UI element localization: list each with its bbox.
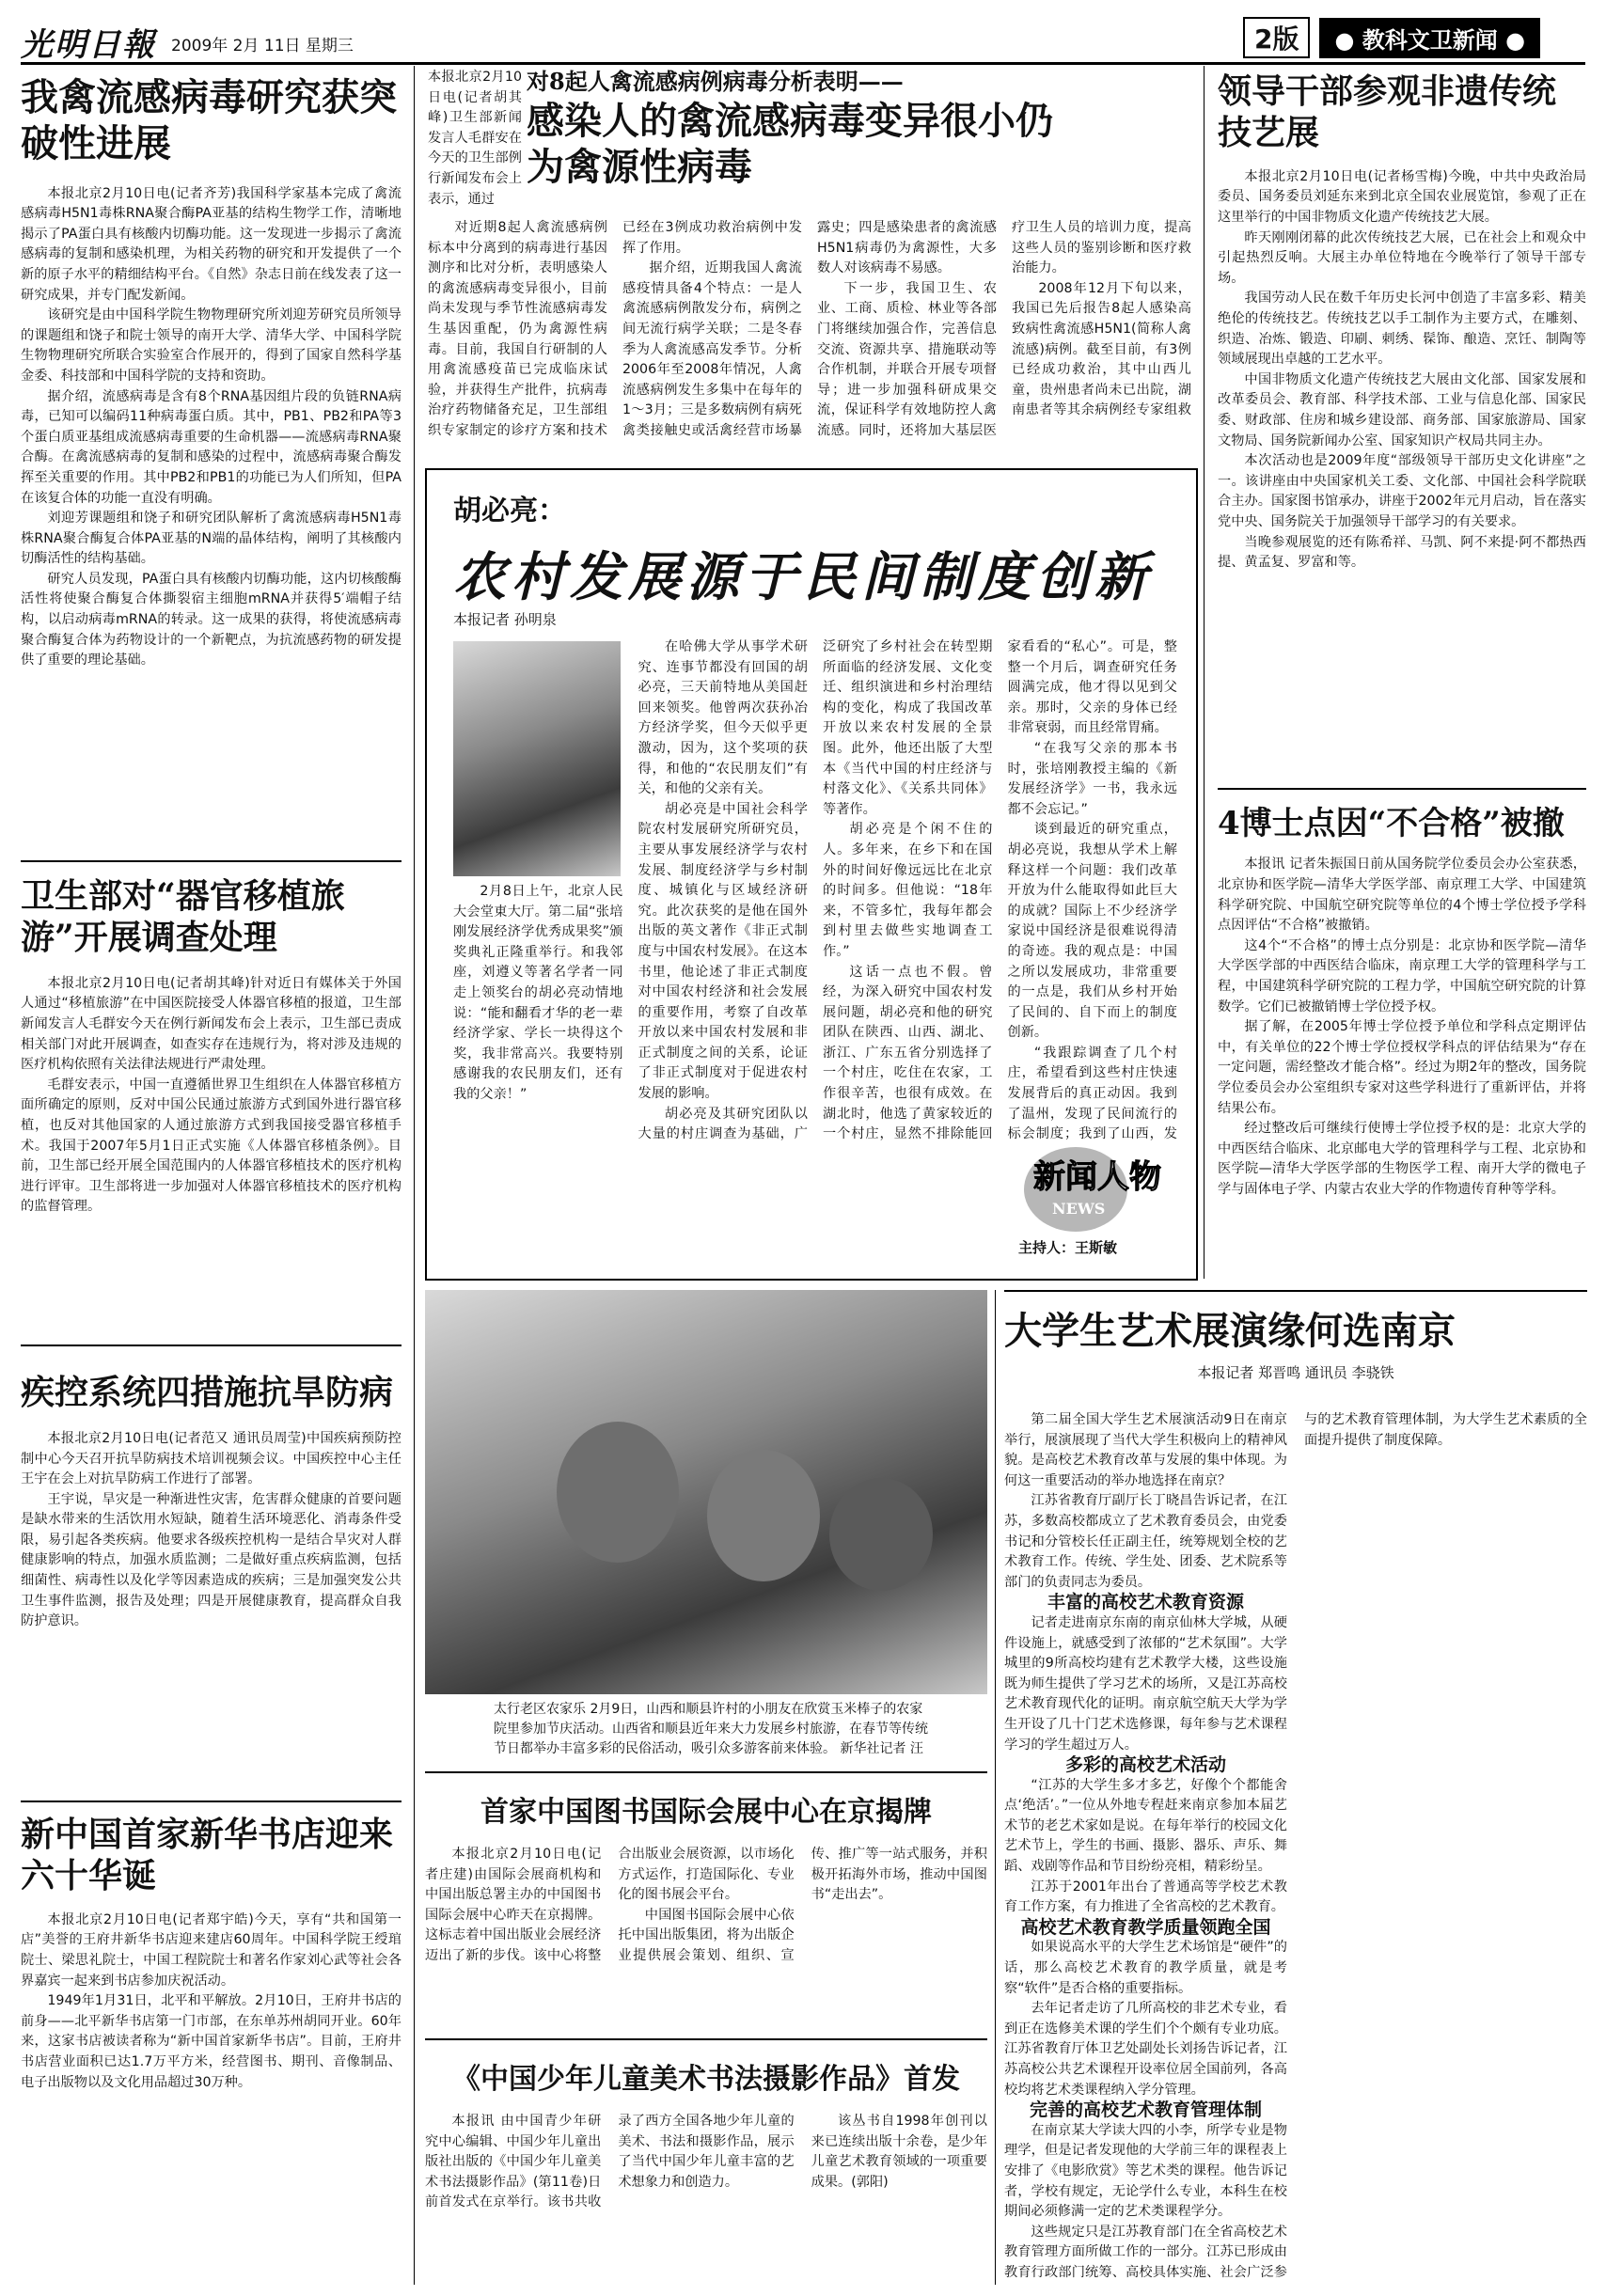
headline: 我禽流感病毒研究获突破性进展: [21, 75, 397, 165]
headline: 疾控系统四措施抗旱防病: [21, 1373, 394, 1412]
paragraph: 对近期8起人禽流感病例标本中分离到的病毒进行基因测序和比对分析，表明感染人的禽流感病毒变异很小，目前尚未发现与季节性流感病毒发生基因重配，仍为禽源性病毒。目前，我国自行研制的人用禽流感疫苗已完成临床试验，并获得生产批件，抗病毒治疗药物储备充足，卫生部组织专家制定的诊疗方案和技术已经在3例成功救治病例中发挥了作用。: [428, 220, 802, 438]
paragraph: 本报讯 由中国青少年研究中心编辑、中国少年儿童出版社出版的《中国少年儿童美术书法摄影作品》(第11卷)日前首发式在京举行。该书共收录了西方全国各地少年儿童的美术、书法和摄影作品，展示了当代中国少年儿童丰富的艺术想象力和创造力。: [425, 2114, 795, 2210]
kicker: 对8起人禽流感病例病毒分析表明——: [527, 68, 904, 95]
divider: [21, 1801, 402, 1802]
divider: [21, 860, 402, 862]
paragraph: 记者走进南京东南的南京仙林大学城，从硬件设施上，就感受到了浓郁的“艺术氛围”。大学城里的9所高校均建有艺术教学大楼，这些设施既为师生提供了学习艺术的场所，又是江苏高校艺术教育现代化的证明。南京航空航天大学为学生开设了几十门艺术选修课，每年参与艺术课程学习的学生超过万人。: [1004, 1614, 1287, 1753]
article-book-fair: [425, 1796, 987, 1831]
paragraph: 该丛书自1998年创刊以来已连续出版十余卷，是少年儿童艺术教育领域的一项重要成果。(郭阳): [811, 2114, 987, 2190]
paragraph: 经过整改后可继续行使博士学位授予权的是：北京大学的中西医结合临床、北京邮电大学的管理科学与工程、北京协和医学院—清华大学医学部的生物医学工程、南开大学的微电子学与固体电子学、内蒙古农业大学的作物遗传育种等学科。: [1218, 1121, 1586, 1197]
paragraph: 胡必亮是中国社会科学院农村发展研究所研究员，主要从事发展经济学与农村发展、制度经济学与乡村制度、城镇化与区域经济研究。此次获奖的是他在国外出版的英文著作《非正式制度与中国农村发展》。在这本书里，他论述了非正式制度对中国农村经济和社会发展的重要作用，考察了自改革开放以来中国农村发展和非正式制度之间的关系，论证了非正式制度对于促进农村发展的影响。: [638, 801, 808, 1102]
byline: 本报记者 郑晋鸣 通讯员 李骁铁: [1197, 1363, 1394, 1381]
paragraph: 胡必亮及其研究团队以大量的村庄调查为基础，广泛研究了乡村社会在转型期所面临的经济发展、文化变迁、组织演进和乡村治理结构的变化，构成了我国改革开放以来农村发展的全景图。此外，他还出版了大型本《当代中国的村庄经济与村落文化》、《关系共同体》等著作。: [638, 639, 993, 1142]
photo-caption: 太行老区农家乐 2月9日，山西和顺县许村的小朋友在欣赏玉米棒子的农家院里参加节庆活动。山西省和顺县近年来大力发展乡村旅游，在春节等传统节日都举办丰富多彩的民俗活动，吸引众多游客前来体验。 新华社记者 汪: [494, 1702, 928, 1756]
children-photo: [425, 1290, 987, 1694]
paragraph: 据介绍，流感病毒是含有8个RNA基因组片段的负链RNA病毒，已知可以编码11种病毒蛋白质。其中，PB1、PB2和PA等3个蛋白质亚基组成流感病毒重要的生命机器——流感病毒RNA聚合酶。在禽流感病毒的复制和感染的过程中，流感病毒聚合酶发挥至关重要的作用。其中PB2和PB1的功能已为人们所知，但PA在该复合体的功能一直没有明确。: [21, 388, 402, 506]
masthead: [21, 17, 1585, 65]
paragraph: 中国非物质文化遗产传统技艺大展由文化部、国家发展和改革委员会、教育部、科学技术部、工业与信息化部、国家民委、财政部、住房和城乡建设部、商务部、国家旅游局、国家文物局、国务院新闻办公室、国家知识产权局共同主办。: [1218, 371, 1586, 448]
paragraph: 这话一点也不假。曾经，为深入研究中国农村发展问题，胡必亮和他的研究团队在陕西、山西、湖北、浙江、广东五省分别选择了一个村庄，吃住在农家，工作很辛苦，也很有成效。在湖北时，他选了黄家较近的一个村庄，显然不排除能回家看看的“私心”。可是，整整一个月后，调查研究任务圆满完成，他才得以见到父亲。那时，父亲的身体已经非常衰弱，而且经常胃痛。: [823, 639, 1177, 1142]
headline: 新中国首家新华书店迎来六十华诞: [21, 1815, 394, 1895]
article-xinhua-bookstore: [21, 1815, 402, 2268]
paragraph: “在我写父亲的那本书时，张培刚教授主编的《新发展经济学》一书，我永远都不会忘记。”: [1007, 740, 1177, 817]
interviewee-name: 胡必亮：: [453, 495, 566, 527]
paragraph: 2008年12月下旬以来，我国已先后报告8起人感染高致病性禽流感H5N1(简称人禽流感)病例。截至目前，有3例已经成功救治，其中山西儿童，贵州患者尚未已出院，湖南患者等其余病例经专家组救: [1012, 280, 1191, 418]
issue-date: 2009年 2月 11日 星期三: [171, 37, 354, 55]
article-drought-disease: [21, 1373, 402, 1805]
article-organ-tourism: [21, 876, 402, 1313]
paragraph: 该研究是由中国科学院生物物理研究所刘迎芳研究员所领导的课题组和饶子和院士领导的南开大学、清华大学、中国科学院生物物理研究所联合实验室合作展开的，得到了国家自然科学基金委、科技部和中国科学院的支持和资助。: [21, 307, 402, 384]
headline: 首家中国图书国际会展中心在京揭牌: [480, 1796, 932, 1829]
paragraph: 据介绍，近期我国人禽流感疫情具备4个特点：一是人禽流感病例散发分布，病例之间无流行病学关联；二是冬春季为人禽流感高发季节。分析2006年至2008年情况，人禽流感病例发生多集中在每年的1～3月；三是多数病例有病死禽类接触史或活禽经营市场暴露史；四是感染患者的禽流感H5N1病毒仍为禽源性，大多数人对该病毒不易感。: [622, 220, 997, 438]
photo-spacer: [453, 637, 623, 882]
paragraph: 这些规定只是江苏教育部门在全省高校艺术教育管理方面所做工作的一部分。江苏已形成由教育行政部门统筹、高校具体实施、社会广泛参与的艺术教育管理体制，为大学生艺术素质的全面提升提供了制度保障。: [1004, 1412, 1587, 2280]
paragraph: 第二届全国大学生艺术展演活动9日在南京举行，展演展现了当代大学生积极向上的精神风貌。是高校艺术教育改革与发展的集中体现。为何这一重要活动的举办地选择在南京？: [1004, 1412, 1287, 1488]
paragraph: 刘迎芳课题组和饶子和研究团队解析了禽流感病毒H5N1毒株RNA聚合酶复合体PA亚基的N端的晶体结构，阐明了其核酸内切酶活性的结构基础。: [21, 511, 402, 567]
headline: 《中国少年儿童美术书法摄影作品》首发: [452, 2063, 960, 2096]
paragraph: 在哈佛大学从事学术研究、连事节都没有回国的胡必亮，三天前特地从美国赶回来领奖。他曾两次获孙冶方经济学奖，但今天似乎更激动，因为，这个奖项的获得，和他的“农民朋友们”有关，和他的父亲有关。: [638, 639, 808, 797]
paragraph: 胡必亮是个闲不住的人。多年来，在乡下和在国外的时间好像远远比在北京的时间多。但他说：“18年来，不管多忙，我每年都会到村里去做些实地调查工作。”: [823, 822, 993, 959]
divider: [1218, 788, 1586, 790]
article-body: [21, 184, 402, 786]
subheading: 完善的高校艺术教育管理体制: [1029, 2099, 1262, 2121]
headline: 大学生艺术展演缘何选南京: [1004, 1309, 1456, 1353]
article-body: [425, 1845, 987, 2023]
subheading: 丰富的高校艺术教育资源: [1047, 1592, 1244, 1613]
headline: 领导干部参观非遗传统技艺展: [1218, 71, 1557, 152]
paragraph: 如果说高水平的大学生艺术场馆是“硬件”的话，那么高校艺术教育的教学质量，就是考察“软件”是否合格的重要指标。: [1004, 1940, 1287, 1996]
paragraph: 谈到最近的研究重点，胡必亮说，我想从学术上解释这样一个问题：我们改革开放为什么能取得如此巨大的成就？国际上不少经济学家说中国经济是很难说得清的奇迹。我的观点是：中国之所以发展成功，非常重要的一点是，我们从乡村开始了民间的、自下而上的制度创新。: [1007, 822, 1177, 1041]
paragraph: 本报北京2月10日电(记者杨雪梅)今晚，中共中央政治局委员、国务委员刘延东来到北京全国农业展览馆，参观了正在这里举行的中国非物质文化遗产传统技艺大展。: [1218, 168, 1586, 225]
article-body: [21, 1429, 402, 1805]
paragraph: 本报讯 记者朱振国日前从国务院学位委员会办公室获悉，北京协和医学院—清华大学医学部、南京理工大学、中国建筑科学研究院、中国航空研究院等单位的4个博士学位授予学科点因评估“不合格”被撤销。: [1218, 857, 1586, 934]
article-body: [425, 2112, 987, 2281]
headline: 卫生部对“器官移植旅游”开展调查处理: [21, 876, 345, 957]
child-face: [557, 1422, 679, 1563]
column-divider: [414, 66, 415, 2285]
divider: [425, 2038, 987, 2040]
lede: 本报北京2月10日电(记者胡其峰)卫生部新闻发言人毛群安在今天的卫生部例行新闻发布会上表示，通过: [428, 70, 522, 207]
article-heritage-exhibit: [1218, 71, 1586, 722]
logo-sub: NEWS: [1052, 1200, 1106, 1218]
logo-text: 新闻人物: [1033, 1158, 1161, 1196]
paragraph: 本报北京2月10日电(记者郑宇皓)今天，享有“共和国第一店”美誉的王府井新华书店迎来建店60周年。中国科学院王绶琯院士、梁思礼院士，中国工程院院士和著名作家刘心武等社会各界嘉宾一起来到书店参加庆祝活动。: [21, 1911, 402, 1989]
newspaper-logo: 光明日報: [21, 26, 156, 64]
headline: 4博士点因“不合格”被撤: [1218, 805, 1565, 842]
paragraph: 研究人员发现，PA蛋白具有核酸内切酶功能，这内切核酸酶活性将使聚合酶复合体撕裂宿主细胞mRNA并获得5′端帽子结构，以启动病毒mRNA的转录。这一成果的获得，将使流感病毒聚合酶复合体为药物设计的一个新靶点，为抗流感药物的研发提供了重要的理论基础。: [21, 571, 402, 668]
paragraph: 本报北京2月10日电(记者胡其峰)针对近日有媒体关于外国人通过“移植旅游”在中国医院接受人体器官移植的报道，卫生部新闻发言人毛群安今天在例行新闻发布会上表示，卫生部已责成相关部门对此开展调查，如查实存在违规行为，将对涉及违规的医疗机构依照有关法律法规进行严肃处理。: [21, 975, 402, 1073]
paragraph: 毛群安表示，中国一直遵循世界卫生组织在人体器官移植方面所确定的原则，反对中国公民通过旅游方式到国外进行器官移植，也反对其他国家的人通过旅游方式到我国接受器官移植手术。我国于2007年5月1日正式实施《人体器官移植条例》。目前，卫生部已经开展全国范围内的人体器官移植技术的医疗机构进行评审。卫生部将进一步加强对人体器官移植技术的医疗机构的监督管理。: [21, 1077, 402, 1215]
article-body: [21, 1911, 402, 2268]
page-number: 2版: [1243, 17, 1310, 58]
paragraph: 王宇说，旱灾是一种渐进性灾害，危害群众健康的首要问题是缺水带来的生活饮用水短缺，随着生活环境恶化、消毒条件受限，易引起各类疾病。他要求各级疾控机构一是结合旱灾对人群健康影响的特点，加强水质监测；二是做好重点疾病监测，包括细菌性、病毒性以及化学等因素造成的疾病；三是加强突发公共卫生事件监测，报告及处理；四是开展健康教育，提高群众自我防护意识。: [21, 1491, 402, 1629]
column-divider: [995, 1290, 996, 2285]
subheading: 多彩的高校艺术活动: [1064, 1754, 1226, 1776]
news-figure-logo: [1015, 1147, 1174, 1260]
paragraph: 江苏省教育厅副厅长丁晓昌告诉记者，在江苏，多数高校都成立了艺术教育委员会，由党委书记和分管校长任正副主任，统筹规划全校的艺术教育工作。传统、学生处、团委、艺术院系等部门的负责同志为委员。: [1004, 1493, 1287, 1590]
divider: [425, 1771, 987, 1773]
article-bird-flu-research: [21, 75, 402, 786]
paragraph: 下一步，我国卫生、农业、工商、质检、林业等各部门将继续加强合作，完善信息交流、资源共享、措施联动等合作机制，并联合开展专项督导；进一步加强科研成果交流，保证科学有效地防控人禽流感。同时，还将加大基层医疗卫生人员的培训力度，提高这些人员的鉴别诊断和医疗救治能力。: [817, 220, 1191, 438]
paragraph: 本报北京2月10日电(记者范又 通讯员周莹)中国疾病预防控制中心今天召开抗旱防病技术培训视频会议。中国疾控中心主任王宇在会上对抗旱防病工作进行了部署。: [21, 1430, 402, 1487]
section-title: ● 教科文卫新闻 ●: [1319, 18, 1540, 58]
paragraph: 昨天刚刚闭幕的此次传统技艺大展，已在社会上和观众中引起热烈反响。大展主办单位特地在今晚举行了领导干部专场。: [1218, 229, 1586, 286]
paragraph: 中国图书国际会展中心依托中国出版集团，将为出版企业提供展会策划、组织、宣传、推广等一站式服务，并积极开拓海外市场，推动中国图书“走出去”。: [618, 1847, 987, 1963]
paragraph: “我跟踪调查了几个村庄，希望看到这些村庄快速发展背后的真正动因。我到了温州，发现了民间流行的标会制度；我到了山西，发: [1007, 1045, 1177, 1142]
paragraph: 1949年1月31日，北平和平解放。2月10日，王府井书店的前身——北平新华书店第一门市部，在东单苏州胡同开业。60年来，这家书店被读者称为“新中国首家新华书店”。目前，王府井书店营业面积已达1.7万平方米，经营图书、期刊、音像制品、电子出版物以及文化用品超过30万种。: [21, 1993, 402, 2090]
paragraph: 我国劳动人民在数千年历史长河中创造了丰富多彩、精美绝伦的传统技艺。传统技艺以手工制作为主要方式，在雕刻、织造、冶炼、锻造、印刷、刺绣、髹饰、酿造、烹饪、制陶等领域展现出卓越的工艺水平。: [1218, 291, 1586, 368]
divider: [21, 1345, 402, 1346]
divider: [1004, 1290, 1587, 1292]
calligraphy-title: 农村发展源于民间制度创新: [453, 546, 1153, 608]
article-body: [453, 637, 1177, 1145]
paragraph: 本次活动也是2009年度“部级领导干部历史文化讲座”之一。该讲座由中央国家机关工委、文化部、中国社会科学院联合主办。国家图书馆承办，讲座于2002年元月启动，旨在落实党中央、国务院关于加强领导干部学习的有关要求。: [1218, 453, 1586, 529]
paragraph: 江苏于2001年出台了普通高等学校艺术教育工作方案，有力推进了全省高校的艺术教育。: [1004, 1879, 1287, 1915]
child-face: [707, 1450, 820, 1581]
article-body: [1218, 167, 1586, 722]
article-doctorate-revoked: [1218, 805, 1586, 1268]
paragraph: “江苏的大学生多才多艺，好像个个都能舍点‘绝活’。”一位从外地专程赶来南京参加本届艺术节的老艺术家如是说。在每年举行的校园文化艺术节上，学生的书画、摄影、器乐、声乐、舞蹈、戏剧等作品和节目纷纷亮相，精彩纷呈。: [1004, 1777, 1287, 1875]
subheading: 高校艺术教育教学质量领跑全国: [1020, 1916, 1271, 1938]
paragraph: 去年记者走访了几所高校的非艺术专业，看到正在选修美术课的学生们个个颇有专业功底。江苏省教育厅体卫艺处副处长刘扬告诉记者，江苏高校公共艺术课程开设率位居全国前列，各高校均将艺术类课程纳入学分管理。: [1004, 2001, 1287, 2098]
article-flu-variation: [527, 68, 1072, 191]
article-body: [1218, 855, 1586, 1268]
headline: 感染人的禽流感病毒变异很小仍为禽源性病毒: [527, 99, 1053, 190]
article-kids-art: [425, 2063, 987, 2098]
page-marker: [1243, 21, 1540, 55]
host: 主持人：王斯敏: [1018, 1239, 1118, 1256]
article-art-expo: [1004, 1309, 1587, 1382]
child-face: [829, 1478, 933, 1591]
article-body: [428, 218, 1191, 453]
article-body: [21, 974, 402, 1313]
paragraph: 2月8日上午，北京人民大会堂東大厅。第二届“张培刚发展经济学优秀成果奖”颁奖典礼正隆重举行。和我邻座，刘遵义等著名学者一同走上领奖台的胡必亮动情地说：“能和翻看才华的老一辈经济学家、学长一块得这个奖，我非常高兴。我要特别感谢我的农民朋友们，还有我的父亲！”: [453, 884, 623, 1102]
paragraph: 本报北京2月10日电(记者庄建)由国际会展商机构和中国出版总署主办的中国图书国际会展中心昨天在京揭牌。这标志着中国出版业会展经济迈出了新的步伐。该中心将整合出版业会展资源，以市场化方式运作，打造国际化、专业化的图书展会平台。: [425, 1847, 795, 1963]
paragraph: 本报北京2月10日电(记者齐芳)我国科学家基本完成了禽流感病毒H5N1毒株RNA聚合酶PA亚基的结构生物学工作，清晰地揭示了PA蛋白具有核酸内切酶功能。这一发现进一步揭示了禽流感病毒的复制和感染机理，为相关药物的研究和开发提供了一个新的原子水平的精细结构平台。《自然》杂志日前在线发表了这一研究成果，并专门配发新闻。: [21, 185, 402, 303]
feature-box-interview: [425, 468, 1198, 1281]
paragraph: 据了解，在2005年博士学位授予单位和学科点定期评估中，有关单位的22个博士学位授权学科点的评估结果为“存在一定问题，需经整改才能合格”。经过为期2年的整改，国务院学位委员会办公室组织专家对这些学科进行了重新评估，并将结果公布。: [1218, 1019, 1586, 1116]
paragraph: 在南京某大学读大四的小李，所学专业是物理学，但是记者发现他的大学前三年的课程表上安排了《电影欣赏》等艺术类的课程。他告诉记者，学校有规定，无论学什么专业，本科生在校期间必须修满一定的艺术类课程学分。: [1004, 2122, 1287, 2220]
paragraph: 当晚参观展览的还有陈希祥、马凯、阿不来提·阿不都热西提、黄孟复、罗富和等。: [1218, 534, 1586, 571]
byline: 本报记者 孙明泉: [453, 611, 557, 628]
paragraph: 这4个“不合格”的博士点分别是：北京协和医学院—清华大学医学部的中西医结合临床，南京理工大学的管理科学与工程，中国建筑科学研究院的工程力学，中国航空研究院的计算数学。它们已被撤销博士学位授予权。: [1218, 937, 1586, 1014]
article-body: [1004, 1410, 1587, 2285]
